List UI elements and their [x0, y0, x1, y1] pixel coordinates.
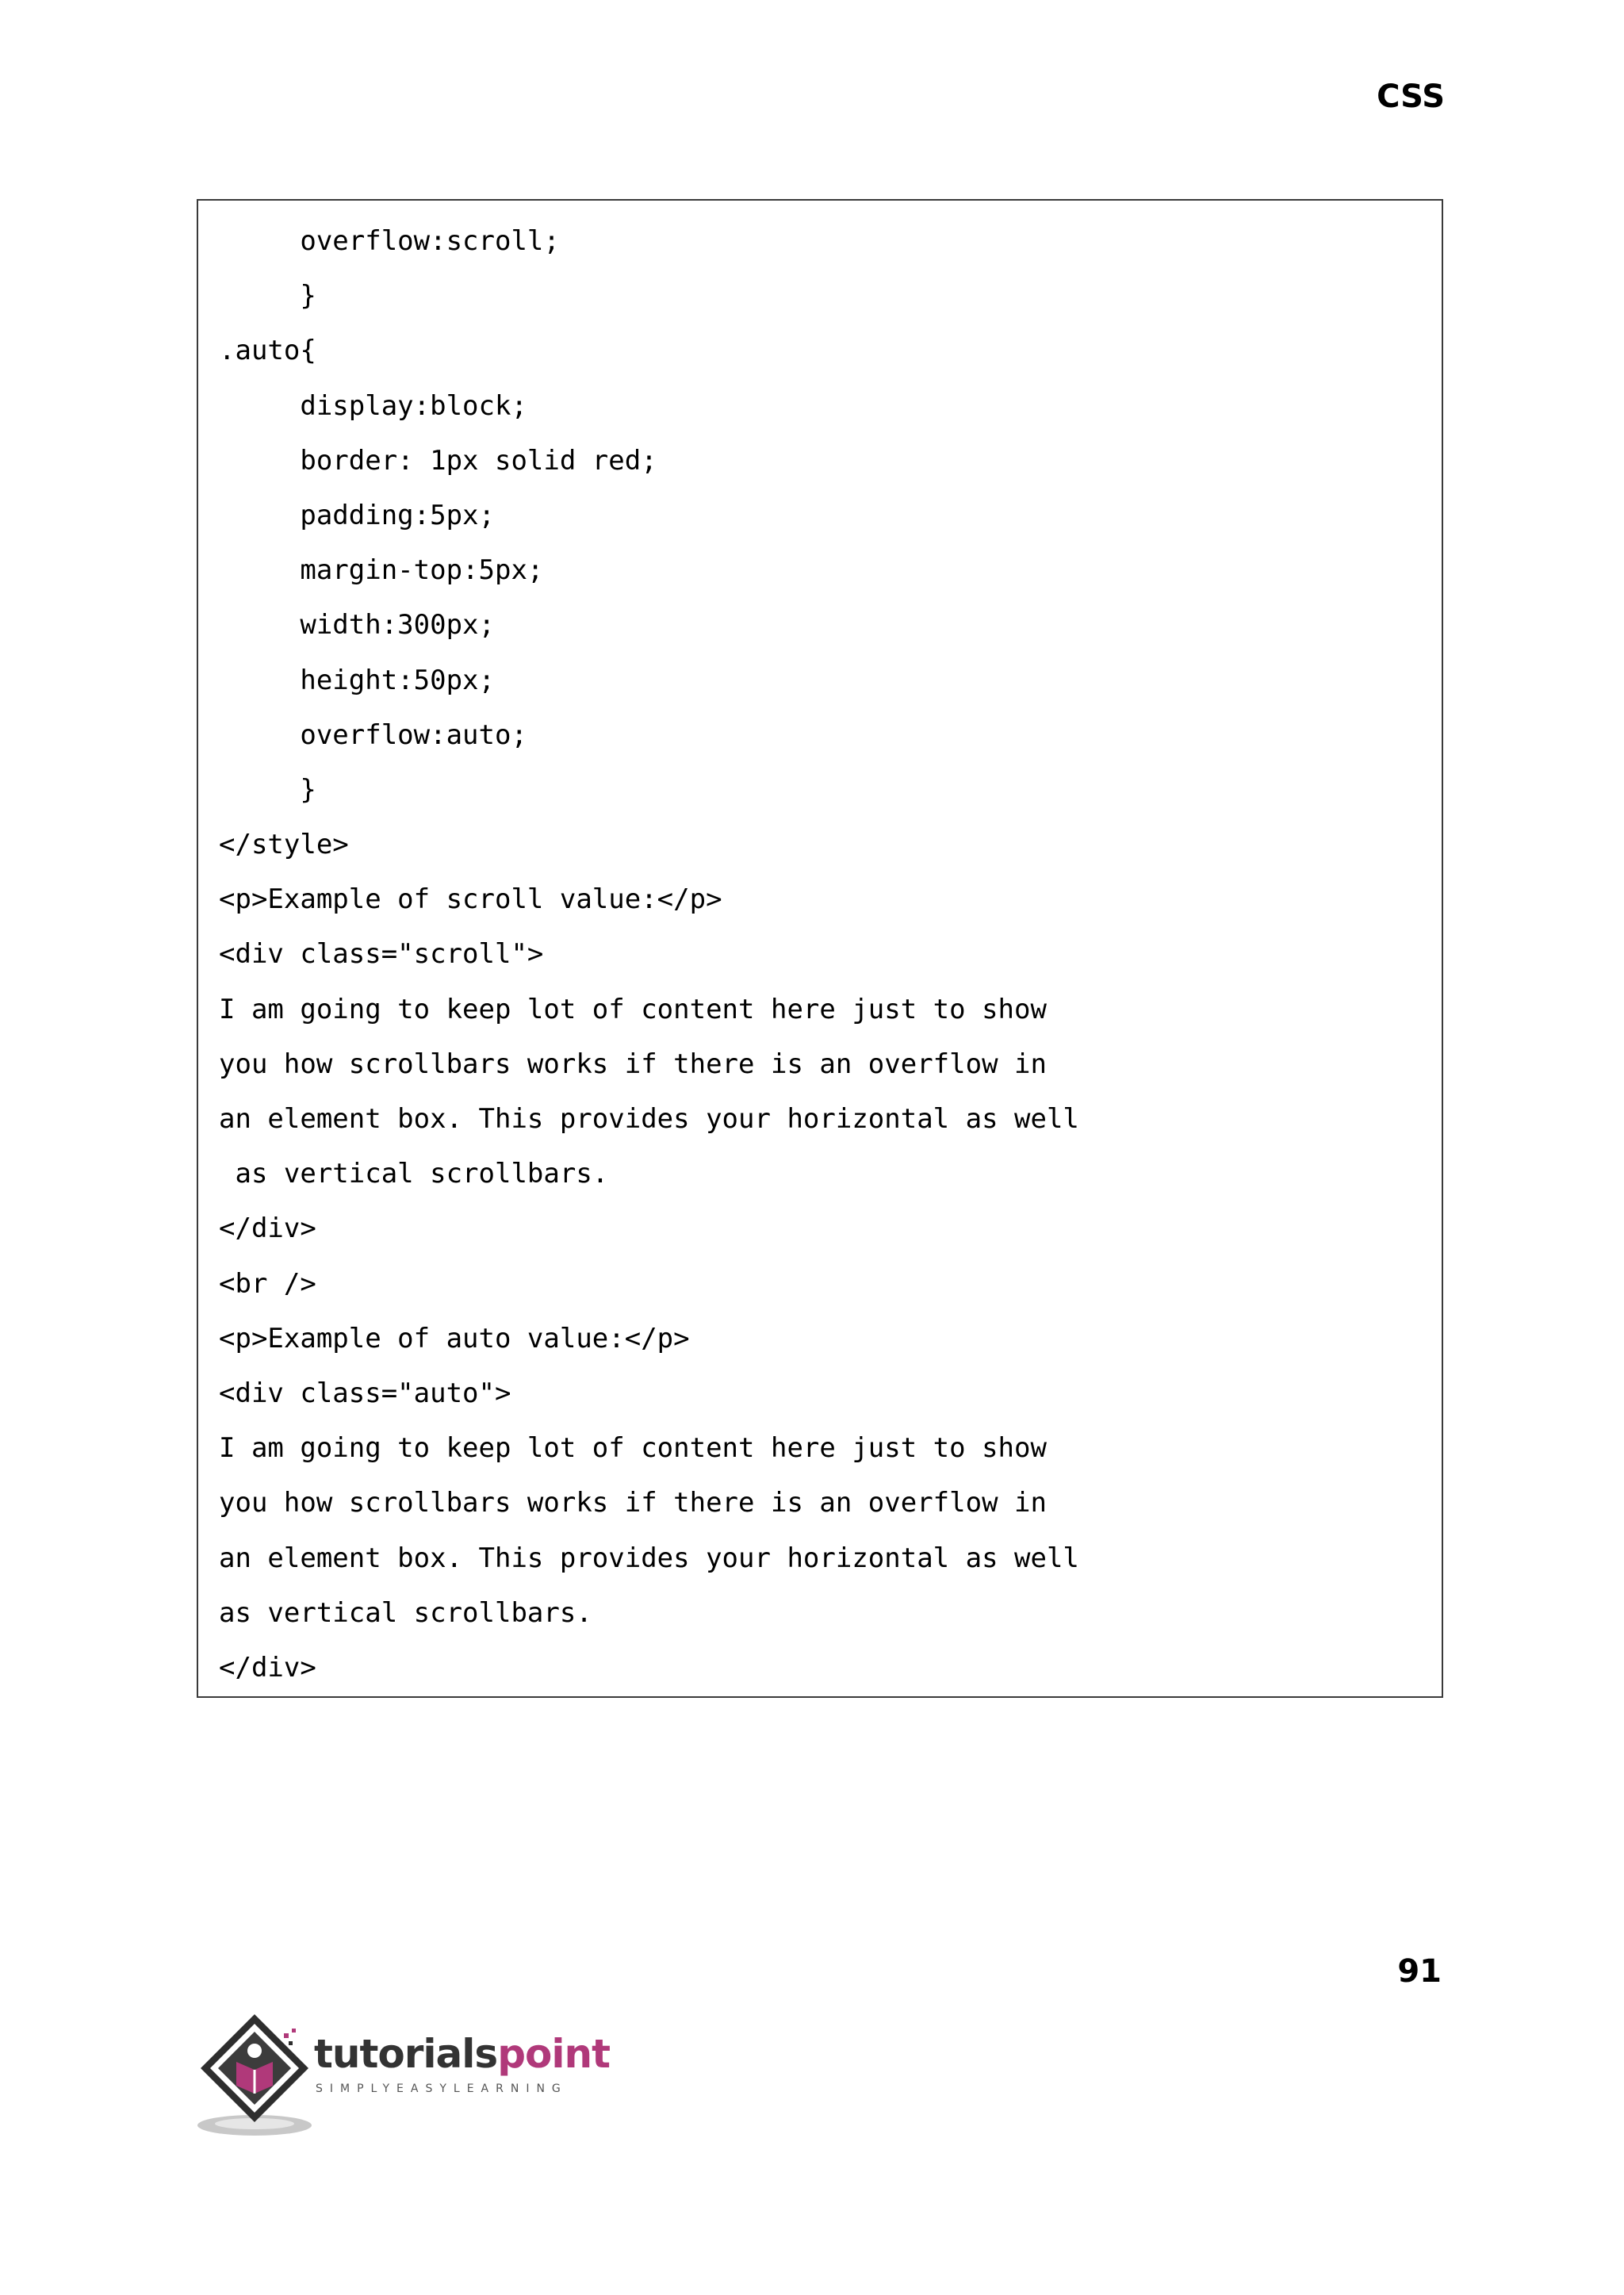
code-line: as vertical scrollbars.: [219, 1158, 609, 1190]
code-line: as vertical scrollbars.: [219, 1596, 592, 1629]
code-line: }: [219, 280, 316, 312]
code-line: <div class="scroll">: [219, 938, 544, 971]
code-line: margin-top:5px;: [219, 554, 544, 587]
logo-person-head: [247, 2044, 262, 2058]
code-line: <br />: [219, 1267, 316, 1300]
page-number: 91: [1397, 1953, 1442, 1990]
code-line: overflow:auto;: [219, 718, 527, 751]
code-line: <div class="auto">: [219, 1377, 511, 1409]
code-line: border: 1px solid red;: [219, 444, 657, 477]
code-line: </style>: [219, 829, 349, 861]
logo-spark-2: [292, 2029, 296, 2033]
logo-spark-3: [289, 2041, 293, 2045]
code-line: an element box. This provides your horizontal as well: [219, 1542, 1079, 1574]
code-line: you how scrollbars works if there is an overflow in: [219, 1487, 1047, 1519]
code-line: .auto{: [219, 335, 316, 367]
logo-word-tutorials: tutorials: [314, 2031, 498, 2077]
logo-spark-1: [284, 2033, 289, 2038]
code-line: }: [219, 773, 316, 806]
code-line: </div>: [219, 1213, 316, 1245]
logo-wordmark: [314, 2030, 610, 2078]
code-line: padding:5px;: [219, 499, 495, 531]
code-line: <p>Example of scroll value:</p>: [219, 883, 722, 916]
tutorialspoint-logo-icon: [195, 2013, 330, 2140]
tutorialspoint-logo: [195, 2013, 610, 2140]
code-line: width:300px;: [219, 609, 495, 642]
code-line: you how scrollbars works if there is an overflow in: [219, 1048, 1047, 1080]
code-line: display:block;: [219, 389, 527, 422]
code-block: [197, 199, 1443, 1698]
code-line: an element box. This provides your horizontal as well: [219, 1103, 1079, 1135]
code-line: I am going to keep lot of content here just to show: [219, 1432, 1047, 1465]
page-header-title: CSS: [1377, 79, 1445, 115]
code-line: </div>: [219, 1651, 316, 1684]
code-line: I am going to keep lot of content here just to show: [219, 993, 1047, 1025]
logo-tagline: SIMPLYEASYLEARNING: [316, 2082, 568, 2095]
code-line: overflow:scroll;: [219, 225, 560, 257]
code-line: <p>Example of auto value:</p>: [219, 1322, 690, 1354]
code-line: height:50px;: [219, 664, 495, 696]
logo-word-point: point: [497, 2031, 610, 2077]
